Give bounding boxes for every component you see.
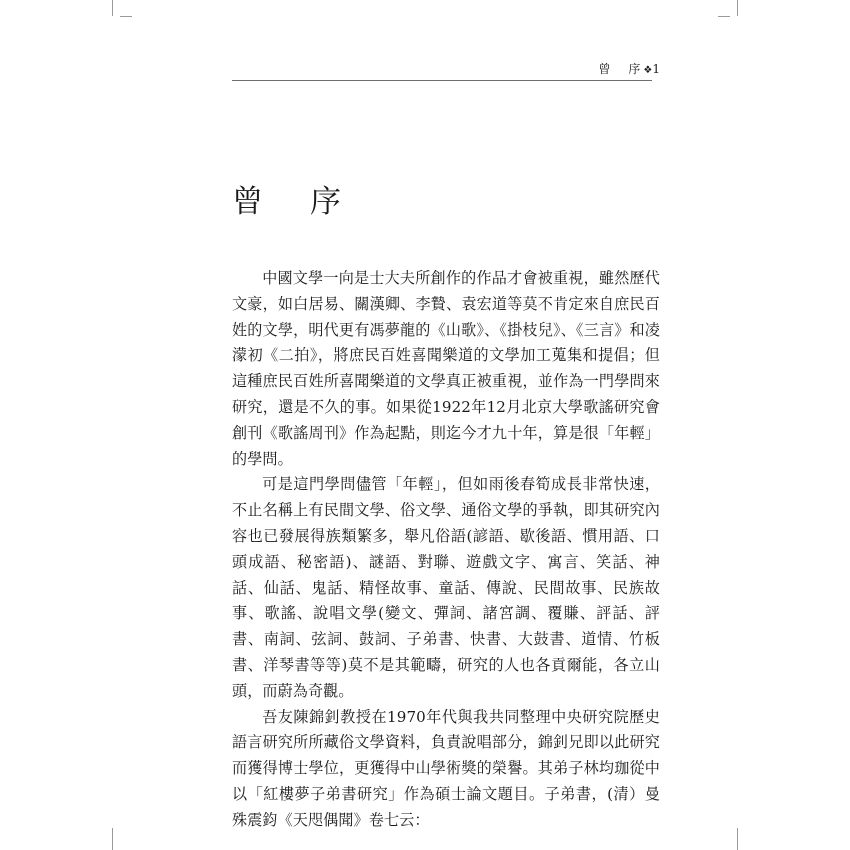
crop-mark-top-right-horizontal xyxy=(718,16,730,17)
page-number: 1 xyxy=(652,62,660,76)
body-text xyxy=(232,266,660,834)
crop-mark-top-left-vertical xyxy=(112,0,113,16)
chapter-title: 曾 序 xyxy=(232,184,349,220)
crop-mark-bottom-right-vertical xyxy=(737,828,738,850)
running-title: 曾 序 xyxy=(598,62,644,76)
header-rule xyxy=(232,80,652,81)
paragraph-1: 中國文學一向是士大夫所創作的作品才會被重視，雖然歷代文豪，如白居易、關漢卿、李贄、袁宏道等莫不肯定來自庶民百姓的文學，明代更有馮夢龍的《山歌》、《掛枝兒》、《三言》和凌濛初《二拍》，將庶民百姓喜聞樂道的文學加工蒐集和提倡；但這種庶民百姓所喜聞樂道的文學真正被重視，並作為一門學問來研究，還是不久的事。如果從1922年12月北京大學歌謠研究會創刊《歌謠周刊》作為起點，則迄今才九十年，算是很「年輕」的學問。 xyxy=(232,269,660,468)
paragraph-2: 可是這門學問儘管「年輕」，但如雨後春筍成長非常快速，不止名稱上有民間文學、俗文學、通俗文學的爭執，即其研究內容也已發展得族類繁多，舉凡俗語(諺語、歇後語、慣用語、口頭成語、秘密語)、謎語、對聯、遊戲文字、寓言、笑話、神話、仙話、鬼話、精怪故事、童話、傳說、民間故事、民族故事、歌謠、說唱文學(變文、彈詞、諸宮調、覆賺、評話、評書、南詞、弦詞、鼓詞、子弟書、快書、大鼓書、道情、竹板書、洋琴書等等)莫不是其範疇，研究的人也各貢爾能，各立山頭，而蔚為奇觀。 xyxy=(232,475,660,700)
crop-mark-top-right-vertical xyxy=(737,0,738,16)
crop-mark-top-left-horizontal xyxy=(120,16,132,17)
crop-mark-bottom-left-vertical xyxy=(112,828,113,850)
paragraph-3: 吾友陳錦釗教授在1970年代與我共同整理中央研究院歷史語言研究所所藏俗文學資料，負責說唱部分，錦釗兄即以此研究而獲得博士學位，更獲得中山學術獎的榮譽。其弟子林均珈從中以「紅樓夢子弟書研究」作為碩士論文題目。子弟書，(清）曼殊震鈞《天咫偶聞》卷七云： xyxy=(232,707,660,829)
running-header xyxy=(560,60,660,77)
ornament-icon: ❖ xyxy=(643,65,653,76)
